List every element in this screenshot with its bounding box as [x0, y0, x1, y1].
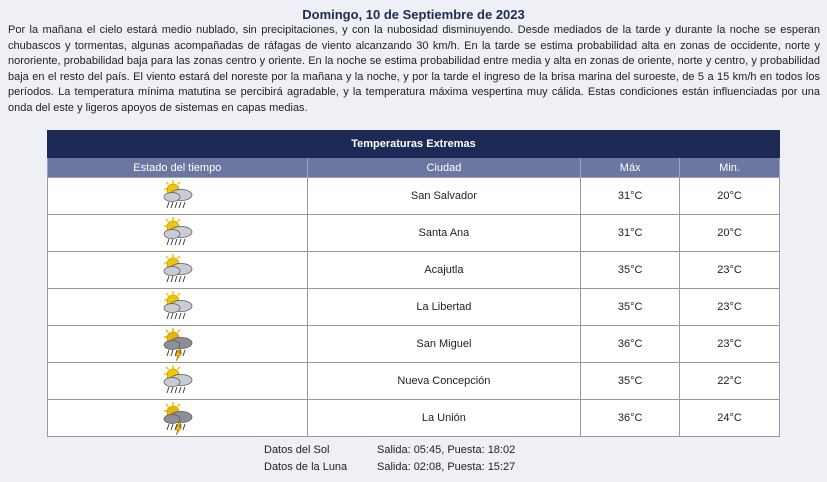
- city-cell: Santa Ana: [307, 215, 581, 252]
- min-cell: 23°C: [680, 252, 780, 289]
- weather-cell: [48, 252, 308, 289]
- moon-label: Datos de la Luna: [264, 461, 348, 473]
- city-cell: San Miguel: [307, 326, 581, 363]
- min-cell: 23°C: [680, 326, 780, 363]
- max-cell: 31°C: [581, 178, 680, 215]
- weather-cell: [48, 326, 308, 363]
- weather-cell: [48, 400, 308, 437]
- max-cell: 35°C: [581, 363, 680, 400]
- min-cell: 23°C: [680, 289, 780, 326]
- thunderstorm-icon: [48, 400, 307, 436]
- partly-cloudy-showers-icon: [48, 289, 307, 325]
- city-cell: Acajutla: [307, 252, 581, 289]
- city-cell: Nueva Concepción: [307, 363, 581, 400]
- max-cell: 31°C: [581, 215, 680, 252]
- city-cell: San Salvador: [307, 178, 581, 215]
- max-cell: 35°C: [581, 252, 680, 289]
- partly-cloudy-showers-icon: [48, 215, 307, 251]
- min-cell: 22°C: [680, 363, 780, 400]
- min-cell: 20°C: [680, 215, 780, 252]
- moon-value: Salida: 02:08, Puesta: 15:27: [377, 461, 516, 473]
- min-cell: 20°C: [680, 178, 780, 215]
- header-city: Ciudad: [307, 158, 581, 178]
- city-cell: La Unión: [307, 400, 581, 437]
- thunderstorm-icon: [48, 326, 307, 362]
- header-min: Min.: [680, 158, 780, 178]
- sun-label: Datos del Sol: [264, 444, 330, 456]
- table-row: [48, 289, 780, 326]
- table-row: [48, 178, 780, 215]
- partly-cloudy-showers-icon: [48, 252, 307, 288]
- temperatures-table: [47, 130, 780, 437]
- partly-cloudy-showers-icon: [48, 178, 307, 214]
- weather-cell: [48, 178, 308, 215]
- table-row: [48, 252, 780, 289]
- weather-cell: [48, 215, 308, 252]
- max-cell: 36°C: [581, 326, 680, 363]
- max-cell: 35°C: [581, 289, 680, 326]
- weather-cell: [48, 363, 308, 400]
- forecast-title: Domingo, 10 de Septiembre de 2023: [302, 7, 525, 22]
- partly-cloudy-showers-icon: [48, 363, 307, 399]
- forecast-text: Por la mañana el cielo estará medio nublado, sin precipitaciones, y con la nubosidad disminuyendo. Desde mediados de la tarde y durante la noche se esperan chubascos y tormentas, algunas acompañadas de ráfagas de viento alcanzando 30 km/h. En la tarde se estima probabilidad alta en zonas de occidente, norte y nororiente, probabilidad baja para las zonas centro y oriente. En la noche se estima probabilidad entre media y alta en zonas de oriente, norte y centro, y probabilidad baja en el resto del país. El viento estará del noreste por la mañana y la noche, y por la tarde el ingreso de la brisa marina del suroeste, de 5 a 15 km/h en todos los períodos. La temperatura mínima matutina se percibirá agradable, y la temperatura máxima vespertina muy cálida. Estas condiciones están influenciadas por una onda del este y ligeros apoyos de sistemas en capas medias.: [8, 24, 820, 114]
- sun-value: Salida: 05:45, Puesta: 18:02: [377, 444, 516, 456]
- city-cell: La Libertad: [307, 289, 581, 326]
- max-cell: 36°C: [581, 400, 680, 437]
- table-caption: Temperaturas Extremas: [48, 131, 780, 158]
- min-cell: 24°C: [680, 400, 780, 437]
- table-row: [48, 215, 780, 252]
- weather-cell: [48, 289, 308, 326]
- table-row: [48, 400, 780, 437]
- header-weather: Estado del tiempo: [48, 158, 308, 178]
- table-row: [48, 363, 780, 400]
- table-row: [48, 326, 780, 363]
- header-max: Máx: [581, 158, 680, 178]
